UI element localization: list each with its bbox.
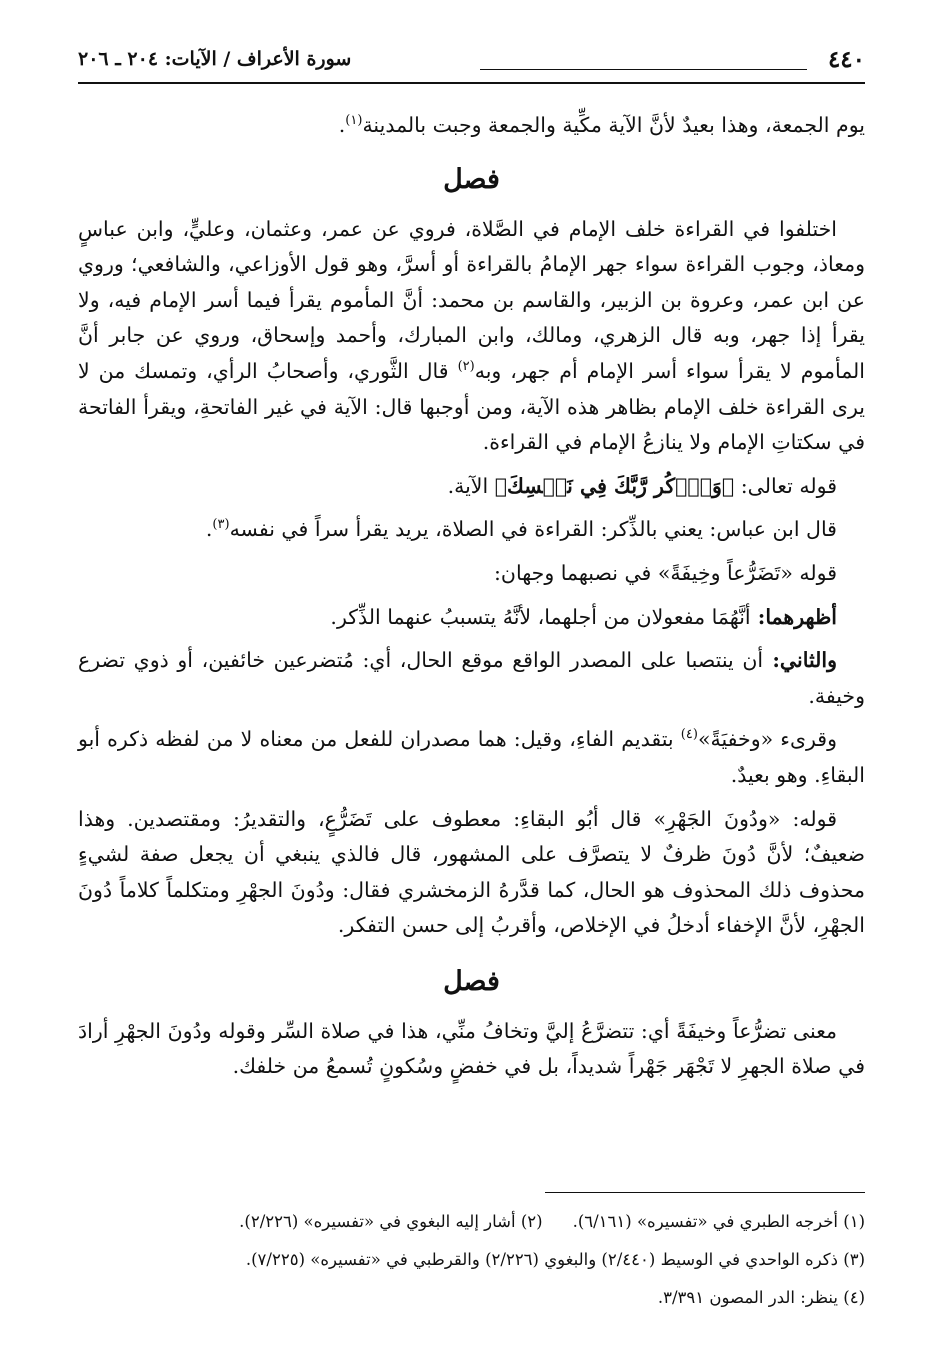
footnote-ref-1: (١) (345, 113, 363, 129)
quri-paragraph (78, 722, 865, 793)
thani-paragraph (78, 643, 865, 714)
footnote-ref-2: (٢) (457, 359, 475, 375)
tadarruan-paragraph: قوله «تَضَرُّعاً وخِيفَةً» في نصبهما وجهان: (493, 560, 837, 585)
azharuhuma-text: أنَّهُمَا مفعولان من أجلهما، لأنَّهُ يتسببُ عنهما الذِّكر. (330, 604, 751, 629)
section-heading-1: فصل (443, 163, 500, 195)
intro-paragraph (78, 108, 865, 144)
ayah-quote: ﴿وَٱذۡكُر رَّبَّكَ فِي نَفۡسِكَ﴾ (494, 473, 735, 498)
footnote-2: (٢) أشار إليه البغوي في «تفسيره» (٢/٢٢٦). (239, 1212, 543, 1231)
thani-text: أن ينتصبا على المصدر الواقع موقع الحال، أي: مُتضرعين خائفين، أو ذوي تضرع وخيفة. (78, 648, 865, 708)
footnote-4: (٤) ينظر: الدر المصون ٣/٣٩١. (657, 1288, 865, 1307)
ibn-abbas-text: قال ابن عباس: يعني بالذِّكر: القراءة في الصلاة، يريد يقرأ سراً في نفسه (229, 517, 837, 542)
header-rule (480, 69, 807, 70)
intro-end: . (338, 113, 346, 137)
main-text (78, 108, 865, 1085)
quri-part-b: بتقديم الفاءِ، وقيل: هما مصدران للفعل من معناه لا من لفظه ذكره أبو البقاءِ. وهو بعيدٌ. (78, 727, 865, 787)
footnote-rule (545, 1192, 865, 1193)
paragraph-qiraa (78, 212, 865, 461)
footnote-line-1 (78, 1203, 865, 1241)
footnote-3: (٣) ذكره الواحدي في الوسيط (٢/٤٤٠) والبغوي (٢/٢٢٦) والقرطبي في «تفسيره» (٧/٢٢٥). (245, 1250, 865, 1269)
last-paragraph: معنى تضرُّعاً وخيفَةً أي: تتضرَّعُ إليَّ وتخافُ منِّي، هذا في صلاة السِّر وقوله ودُونَ الجهْرِ أرادَ في صلاة الجهرِ لا تَجْهَر جَهْراً شديداً، بل في خفضٍ وسُكونٍ تُسمعُ من خلفك. (78, 1018, 865, 1079)
footnote-1: (١) أخرجه الطبري في «تفسيره» (٦/١٦١). (572, 1212, 865, 1231)
ayah-line (78, 469, 865, 505)
paragraph-qiraa-part-b: قال الثَّوري، وأصحابُ الرأي، وتمسك من لا يرى القراءة خلف الإمام بظاهر هذه الآية، ومن أوجبها قال: الآية في غير الفاتحةِ، ويقرأ الفاتحة في سكتاتِ الإمام ولا ينازعُ الإمام في القراءة. (78, 358, 865, 455)
page-header (78, 42, 865, 84)
paragraph-qiraa-part-a: اختلفوا في القراءة خلف الإمام في الصَّلاة، فروي عن عمر، وعثمان، وعليٍّ، وابن عباسٍ ومعاذ، وجوب القراءة سواء جهر الإمامُ بالقراءة أو أسرَّ، وهو قول الأوزاعي، والشافعي؛ وروي عن ابن عمر، وعروة بن الزبير، والقاسم بن محمد: أنَّ المأموم يقرأ فيما أسر الإمام فيه، ولا يقرأ إذا جهر، وبه قال الزهري، ومالك، وابن المبارك، وأحمد وإسحاق، وروي عن جابر أنَّ المأموم لا يقرأ سواء أسر الإمام أم جهر، وبه (78, 216, 865, 383)
footnotes (78, 1203, 865, 1317)
footnote-ref-3: (٣) (212, 517, 230, 533)
ayah-label: قوله تعالى: (734, 473, 837, 498)
dun-aljahr-paragraph: قوله: «ودُونَ الجَهْرِ» قال أبُو البقاءِ: معطوف على تَضَرُّعٍ، والتقديرُ: ومقتصدين. وهذا ضعيفٌ؛ لأنَّ دُونَ ظرفٌ لا يتصرَّف على المشهور، قال فالذي ينبغي أن يجعل صفة لشيءٍ محذوف ذلك المحذوف هو الحال، كما قدَّرهُ الزمخشري فقال: ودُونَ الجهْرِ ومتكلماً كلاماً دُونَ الجهْرِ، لأنَّ الإخفاء أدخلُ في الإخلاص، وأقربُ إلى حسن التفكر. (78, 806, 865, 938)
quri-part-a: وقرىء «وخفيَةً» (697, 727, 837, 752)
footnote-ref-4: (٤) (680, 727, 698, 743)
page-number: ٤٤٠ (827, 46, 865, 73)
azharuhuma-label: أظهرهما: (750, 604, 837, 629)
ayah-tail: الآية. (447, 473, 495, 498)
running-title: سورة الأعراف / الآيات: ٢٠٤ ـ ٢٠٦ (78, 48, 352, 70)
section-heading-2: فصل (443, 965, 500, 997)
ibn-abbas-paragraph (78, 512, 865, 548)
azharuhuma-paragraph (78, 600, 865, 636)
thani-label: والثاني: (763, 648, 837, 673)
ibn-abbas-end: . (205, 517, 213, 542)
intro-text: يوم الجمعة، وهذا بعيدٌ لأنَّ الآية مكِّية والجمعة وجبت بالمدينة (362, 113, 865, 137)
